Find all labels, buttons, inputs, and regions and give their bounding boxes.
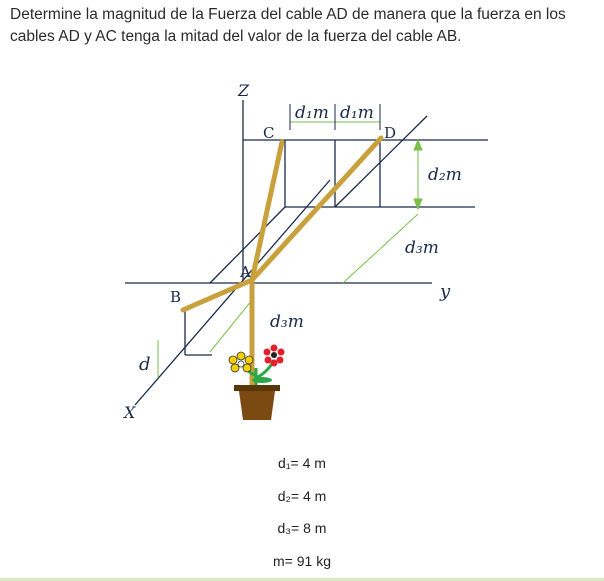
label-b: B <box>170 288 182 306</box>
given-d3: d₃= 8 m <box>277 520 327 536</box>
cable-ab <box>183 280 252 310</box>
given-d2: d₂= 4 m <box>277 488 327 504</box>
flower-pot <box>229 345 285 421</box>
label-dim-d: d <box>139 354 151 375</box>
label-c: C <box>263 124 275 142</box>
given-m: m= 91 kg <box>273 553 331 569</box>
label-d1-b: d₁m <box>340 103 374 123</box>
pot-body <box>239 391 275 420</box>
d-to-axis <box>335 116 427 207</box>
yellow-flower <box>229 352 253 372</box>
label-d2: d₂m <box>428 165 462 185</box>
label-y: y <box>440 281 451 302</box>
cable-ad <box>252 138 381 280</box>
given-d1: d₁= 4 m <box>278 455 326 471</box>
label-d3-center: d₃m <box>270 312 304 332</box>
label-x: X <box>124 403 136 422</box>
question-line-1: Determine la magnitud de la Fuerza del cable AD de manera que la fuerza en los <box>10 6 566 23</box>
label-d3-right: d₃m <box>405 238 439 258</box>
label-a: A <box>240 263 251 281</box>
red-flower <box>264 345 285 367</box>
question-line-2: cables AD y AC tenga la mitad del valor de la fuerza del cable AB. <box>10 28 462 45</box>
label-d1-a: d₁m <box>295 103 329 123</box>
leaf <box>252 377 272 383</box>
dim-d2-arrow-top <box>414 140 422 150</box>
cable-ac <box>252 142 282 280</box>
pot-rim <box>234 385 280 391</box>
label-d: D <box>384 124 397 142</box>
label-z: Z <box>238 81 250 100</box>
dim-d3-center-line <box>210 300 252 352</box>
